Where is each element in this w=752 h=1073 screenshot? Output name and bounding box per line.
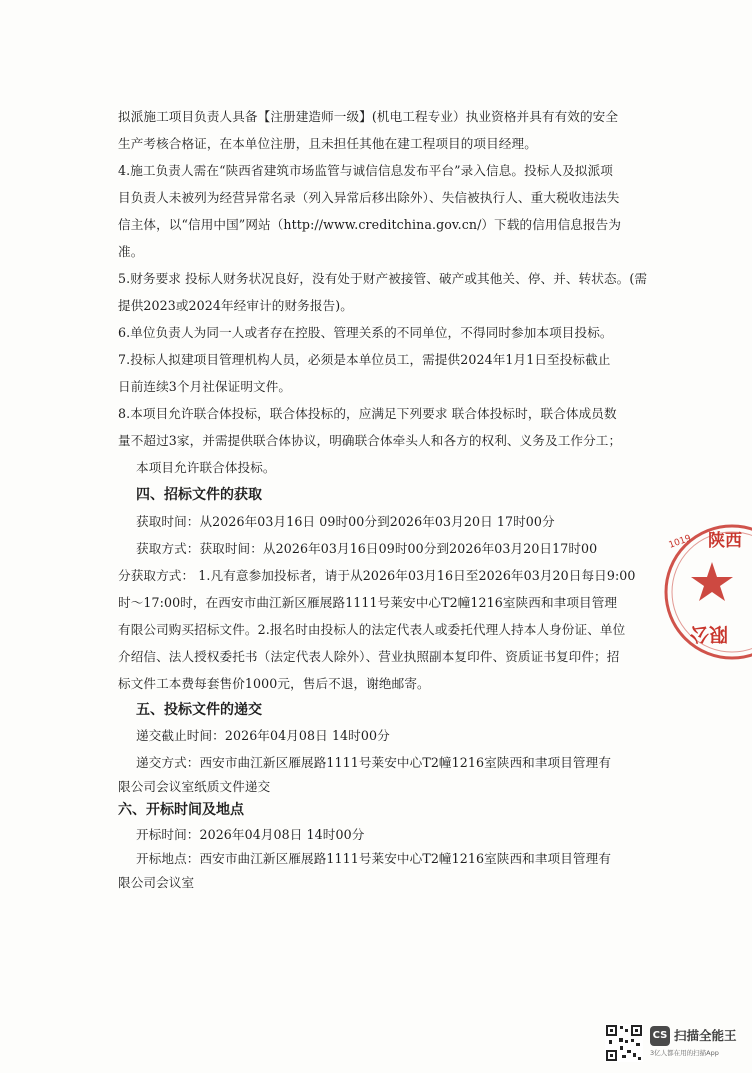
paragraph-line: 获取时间：从2026年03月16日 09时00分到2026年03月20日 17时00分 [136,514,555,529]
scanner-tagline: 3亿人都在用的扫描App [650,1049,719,1057]
paragraph-line: 4.施工负责人需在“陕西省建筑市场监管与诚信信息发布平台”录入信息。投标人及拟派项 [118,163,613,178]
paragraph-line: 有限公司购买招标文件。2.报名时由投标人的法定代表人或委托代理人持本人身份证、单位 [118,622,626,637]
paragraph-line: 8.本项目允许联合体投标，联合体投标的，应满足下列要求 联合体投标时，联合体成员数 [118,406,617,421]
paragraph-line: 递交截止时间：2026年04月08日 14时00分 [136,728,390,743]
paragraph-line: 信主体，以“信用中国”网站（http://www.creditchina.gov.cn/）下载的信用信息报告为 [118,217,622,232]
paragraph-line: 日前连续3个月社保证明文件。 [118,379,292,394]
seal-bottom-text: 限公 [689,623,728,645]
paragraph-line: 获取方式：获取时间：从2026年03月16日09时00分到2026年03月20日17时00 [136,541,598,556]
paragraph-line: 分获取方式： 1.凡有意参加投标者，请于从2026年03月16日至2026年03月20日每日9:00 [118,568,636,583]
paragraph-line: 限公司会议室 [118,875,195,890]
paragraph-line: 6.单位负责人为同一人或者存在控股、管理关系的不同单位，不得同时参加本项目投标。 [118,325,613,340]
seal-top-text: 陕西 [708,531,742,551]
paragraph-line: 本项目允许联合体投标。 [136,460,276,475]
paragraph-line: 7.投标人拟建项目管理机构人员，必须是本单位员工，需提供2024年1月1日至投标截止 [118,352,611,367]
seal-star-icon [691,562,733,601]
section-heading: 六、开标时间及地点 [118,802,244,818]
seal-number: 1019 [667,533,693,551]
paragraph-line: 提供2023或2024年经审计的财务报告)。 [118,298,353,313]
camscanner-logo-icon: CS [650,1026,670,1046]
section-heading: 五、投标文件的递交 [136,702,262,718]
paragraph-line: 标文件工本费每套售价1000元，售后不退，谢绝邮寄。 [118,676,430,691]
paragraph-line: 介绍信、法人授权委托书（法定代表人除外）、营业执照副本复印件、资质证书复印件；招 [118,649,620,664]
paragraph-line: 限公司会议室纸质文件递交 [118,779,271,794]
paragraph-line: 递交方式：西安市曲江新区雁展路1111号莱安中心T2幢1216室陕西和聿项目管理有 [136,755,612,770]
paragraph-line: 开标时间：2026年04月08日 14时00分 [136,827,365,842]
paragraph-line: 时～17:00时，在西安市曲江新区雁展路1111号莱安中心T2幢1216室陕西和聿项目管理 [118,595,618,610]
paragraph-line: 生产考核合格证，在本单位注册，且未担任其他在建工程项目的项目经理。 [118,136,537,151]
paragraph-line: 准。 [118,244,144,259]
paragraph-line: 目负责人未被列为经营异常名录（列入异常后移出除外）、失信被执行人、重大税收违法失 [118,190,620,205]
scanner-brand-name: 扫描全能王 [674,1028,737,1043]
paragraph-line: 开标地点：西安市曲江新区雁展路1111号莱安中心T2幢1216室陕西和聿项目管理有 [136,851,612,866]
company-seal-stamp [662,522,752,662]
paragraph-line: 量不超过3家，并需提供联合体协议，明确联合体牵头人和各方的权利、义务及工作分工； [118,433,622,448]
section-heading: 四、招标文件的获取 [136,487,262,503]
qr-code-icon [605,1024,643,1062]
paragraph-line: 拟派施工项目负责人具备【注册建造师一级】(机电工程专业）执业资格并具有有效的安全 [118,109,619,124]
paragraph-line: 5.财务要求 投标人财务状况良好，没有处于财产被接管、破产或其他关、停、并、转状态。(需 [118,271,648,286]
